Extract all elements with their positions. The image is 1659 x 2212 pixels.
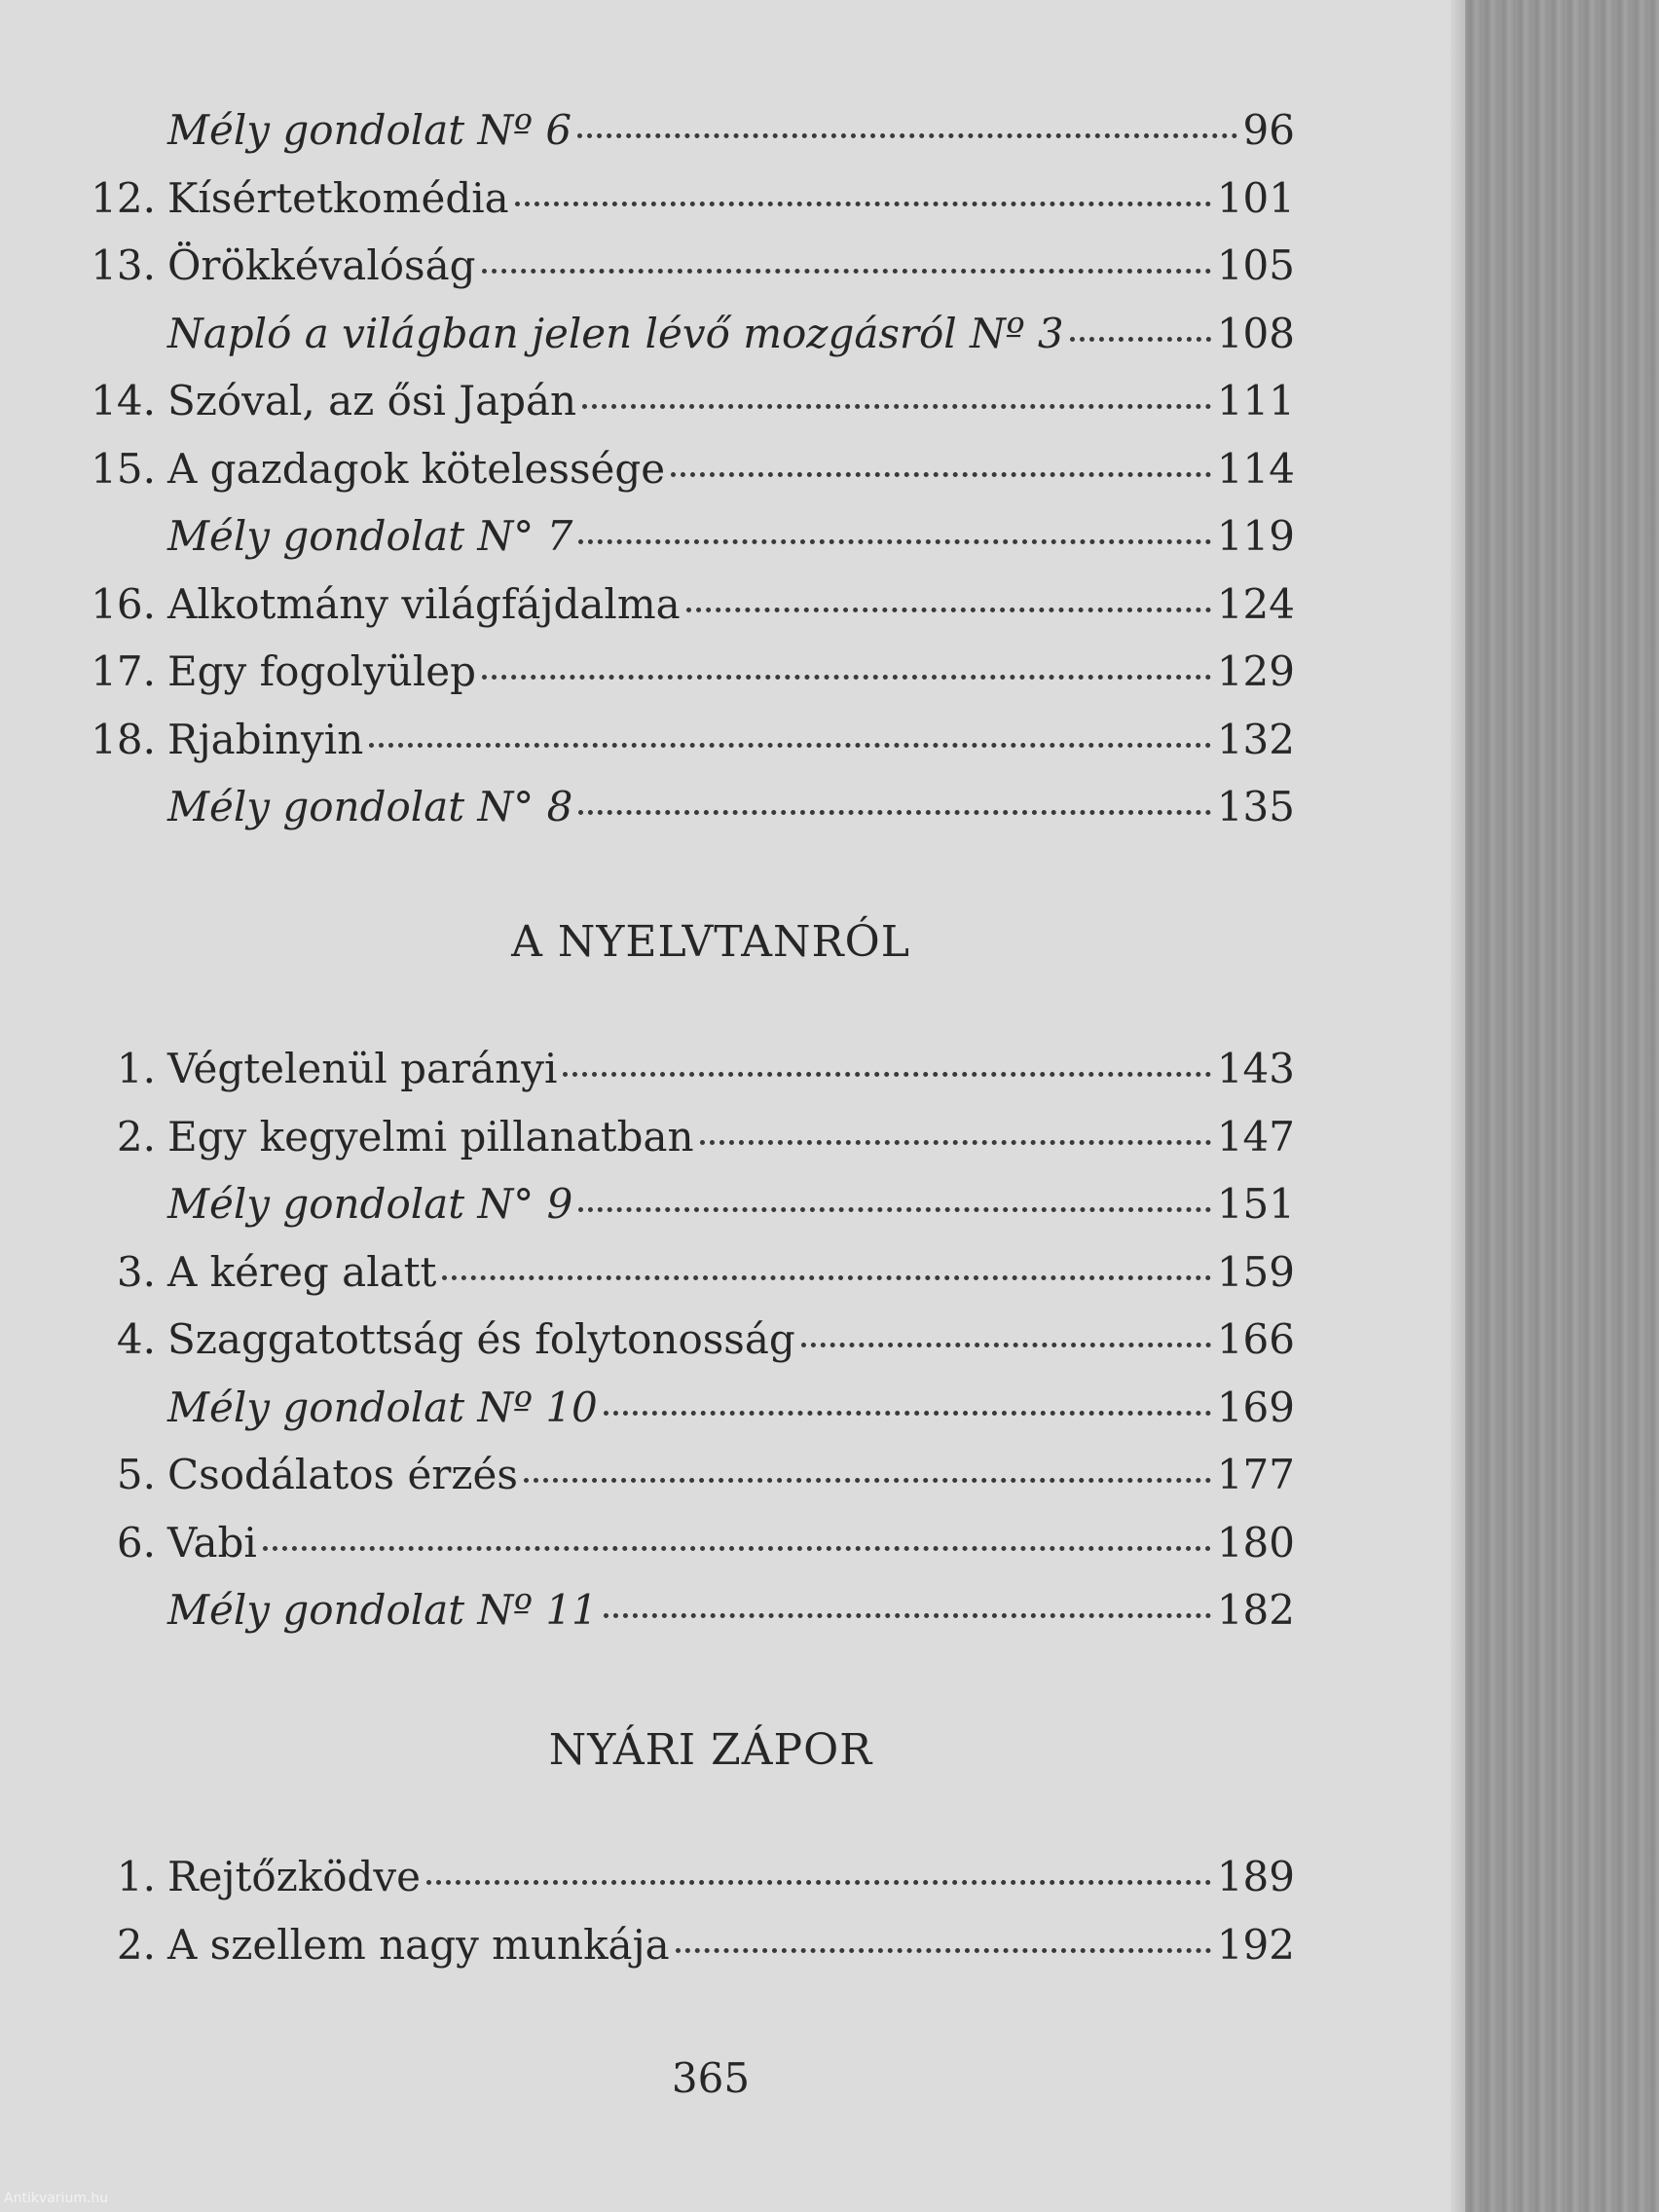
toc-entry-number: 2. bbox=[116, 1113, 156, 1161]
toc-entry-number: 17. bbox=[91, 647, 156, 695]
dot-leader bbox=[515, 202, 1211, 206]
toc-entry-title: Egy fogolyülep bbox=[167, 647, 477, 695]
toc-entry-page: 119 bbox=[1216, 512, 1295, 560]
toc-entry bbox=[0, 1377, 1295, 1439]
toc-entry-title: Mély gondolat Nº 11 bbox=[167, 1586, 598, 1634]
toc-entry bbox=[0, 505, 1295, 568]
dot-leader bbox=[442, 1275, 1210, 1280]
toc-entry-page: 101 bbox=[1216, 174, 1295, 222]
toc-entry-page: 114 bbox=[1216, 445, 1295, 493]
toc-entry-page: 143 bbox=[1216, 1045, 1295, 1092]
toc-entry bbox=[0, 1512, 1295, 1574]
dot-leader bbox=[577, 133, 1237, 138]
toc-entry-title: Mély gondolat Nº 10 bbox=[167, 1383, 598, 1431]
toc-entry-number: 16. bbox=[91, 580, 156, 628]
toc-entry-page: 129 bbox=[1216, 647, 1295, 695]
dot-leader bbox=[482, 269, 1211, 274]
toc-entry-line bbox=[167, 1579, 1295, 1641]
toc-entry-number: 6. bbox=[116, 1519, 156, 1567]
toc-entry-line bbox=[167, 1309, 1295, 1371]
toc-entry-number: 15. bbox=[91, 445, 156, 493]
toc-entry-page: 132 bbox=[1216, 716, 1295, 763]
toc-entry-line bbox=[167, 1173, 1295, 1235]
toc-entry-page: 147 bbox=[1216, 1113, 1295, 1161]
dot-leader bbox=[578, 810, 1211, 815]
toc-entry-title: Mély gondolat N° 8 bbox=[167, 783, 573, 830]
toc-entry-line bbox=[167, 1106, 1295, 1168]
toc-entry-title: Vabi bbox=[167, 1519, 257, 1567]
toc-entry-page: 182 bbox=[1216, 1586, 1295, 1634]
toc-entry-title: Mély gondolat N° 9 bbox=[167, 1180, 573, 1228]
toc-entry bbox=[0, 1444, 1295, 1506]
toc-entry bbox=[0, 1106, 1295, 1168]
toc-entry-line bbox=[167, 99, 1295, 162]
toc-entry-line bbox=[167, 438, 1295, 500]
toc-entry-page: 189 bbox=[1216, 1853, 1295, 1900]
toc-entry bbox=[0, 370, 1295, 432]
dot-leader bbox=[582, 404, 1211, 409]
toc-entry-title: Végtelenül parányi bbox=[167, 1045, 558, 1092]
toc-entry-page: 166 bbox=[1216, 1315, 1295, 1363]
toc-entry bbox=[0, 167, 1295, 230]
toc-entry-number: 1. bbox=[116, 1045, 156, 1092]
toc-entry-line bbox=[167, 167, 1295, 230]
toc-entry bbox=[0, 438, 1295, 500]
toc-entry-page: 124 bbox=[1216, 580, 1295, 628]
dot-leader bbox=[426, 1880, 1211, 1885]
toc-entry bbox=[0, 709, 1295, 771]
dot-leader bbox=[676, 1948, 1211, 1953]
toc-entry-line bbox=[167, 573, 1295, 636]
toc-entry-line bbox=[167, 776, 1295, 838]
toc-entry-line bbox=[167, 1914, 1295, 1976]
toc-entry-line bbox=[167, 505, 1295, 568]
toc-entry-line bbox=[167, 1846, 1295, 1908]
toc-entry-title: Rejtőzködve bbox=[167, 1853, 421, 1900]
toc-entry-number: 18. bbox=[91, 716, 156, 763]
toc-entry-number: 14. bbox=[91, 377, 156, 424]
toc-entry bbox=[0, 1579, 1295, 1641]
toc-entry-number: 3. bbox=[116, 1248, 156, 1296]
book-binding-background bbox=[1465, 0, 1659, 2212]
toc-entry bbox=[0, 1038, 1295, 1100]
toc-entry-page: 169 bbox=[1216, 1383, 1295, 1431]
toc-entry bbox=[0, 1309, 1295, 1371]
toc-entry-title: Rjabinyin bbox=[167, 716, 364, 763]
toc-entry-number: 13. bbox=[91, 241, 156, 289]
toc-entry-page: 105 bbox=[1216, 241, 1295, 289]
dot-leader bbox=[671, 472, 1211, 477]
toc-entry bbox=[0, 573, 1295, 636]
toc-entry-number: 4. bbox=[116, 1315, 156, 1363]
toc-entry-page: 96 bbox=[1242, 106, 1295, 154]
toc-entry-page: 111 bbox=[1216, 377, 1295, 424]
toc-entry-title: Mély gondolat N° 7 bbox=[167, 512, 573, 560]
toc-entry bbox=[0, 1846, 1295, 1908]
toc-entry-title: Egy kegyelmi pillanatban bbox=[167, 1113, 694, 1161]
section-heading: A NYELVTANRÓL bbox=[511, 917, 910, 967]
toc-entry-title: Napló a világban jelen lévő mozgásról Nº 3 bbox=[167, 310, 1064, 357]
section-heading: NYÁRI ZÁPOR bbox=[548, 1725, 873, 1775]
toc-entry-title: Kísértetkomédia bbox=[167, 174, 509, 222]
toc-entry bbox=[0, 303, 1295, 365]
toc-entry-line bbox=[167, 303, 1295, 365]
dot-leader bbox=[700, 1140, 1211, 1145]
toc-entry-title: A szellem nagy munkája bbox=[167, 1921, 670, 1969]
toc-entry-number: 1. bbox=[116, 1853, 156, 1900]
toc-entry-title: Mély gondolat Nº 6 bbox=[167, 106, 572, 154]
toc-entry bbox=[0, 99, 1295, 162]
toc-entry-line bbox=[167, 641, 1295, 703]
toc-entry-page: 177 bbox=[1216, 1451, 1295, 1498]
toc-entry-title: Szaggatottság és folytonosság bbox=[167, 1315, 795, 1363]
toc-entry bbox=[0, 1173, 1295, 1235]
toc-entry bbox=[0, 1241, 1295, 1304]
toc-entry-title: Örökkévalóság bbox=[167, 241, 476, 289]
dot-leader bbox=[563, 1072, 1210, 1077]
toc-entry-line bbox=[167, 709, 1295, 771]
dot-leader bbox=[604, 1613, 1211, 1618]
watermark: Antikvarium.hu bbox=[4, 2191, 109, 2206]
toc-entry-line bbox=[167, 1444, 1295, 1506]
dot-leader bbox=[524, 1478, 1211, 1483]
toc-entry-number: 12. bbox=[91, 174, 156, 222]
toc-entry-page: 135 bbox=[1216, 783, 1295, 830]
dot-leader bbox=[801, 1343, 1211, 1347]
toc-entry-title: Csodálatos érzés bbox=[167, 1451, 518, 1498]
dot-leader bbox=[604, 1411, 1211, 1416]
dot-leader bbox=[578, 539, 1211, 544]
dot-leader bbox=[1070, 337, 1211, 342]
toc-entry bbox=[0, 1914, 1295, 1976]
toc-entry-page: 180 bbox=[1216, 1519, 1295, 1567]
toc-entry bbox=[0, 641, 1295, 703]
page-number: 365 bbox=[671, 2054, 751, 2102]
dot-leader bbox=[578, 1207, 1211, 1212]
dot-leader bbox=[686, 608, 1211, 612]
toc-entry-page: 151 bbox=[1216, 1180, 1295, 1228]
toc-entry bbox=[0, 776, 1295, 838]
toc-entry-line bbox=[167, 1377, 1295, 1439]
toc-entry-line bbox=[167, 235, 1295, 297]
toc-entry-number: 5. bbox=[116, 1451, 156, 1498]
toc-entry-page: 192 bbox=[1216, 1921, 1295, 1969]
toc-entry-line bbox=[167, 1038, 1295, 1100]
toc-entry-page: 159 bbox=[1216, 1248, 1295, 1296]
toc-entry-title: Szóval, az ősi Japán bbox=[167, 377, 577, 424]
toc-entry-line bbox=[167, 1241, 1295, 1304]
dot-leader bbox=[482, 675, 1211, 680]
dot-leader bbox=[263, 1546, 1211, 1551]
toc-entry-line bbox=[167, 370, 1295, 432]
toc-entry-title: A kéreg alatt bbox=[167, 1248, 437, 1296]
toc-entry-number: 2. bbox=[116, 1921, 156, 1969]
toc-entry-page: 108 bbox=[1216, 310, 1295, 357]
toc-entry bbox=[0, 235, 1295, 297]
dot-leader bbox=[369, 743, 1211, 748]
toc-entry-title: A gazdagok kötelessége bbox=[167, 445, 666, 493]
toc-entry-title: Alkotmány világfájdalma bbox=[167, 580, 681, 628]
toc-entry-line bbox=[167, 1512, 1295, 1574]
